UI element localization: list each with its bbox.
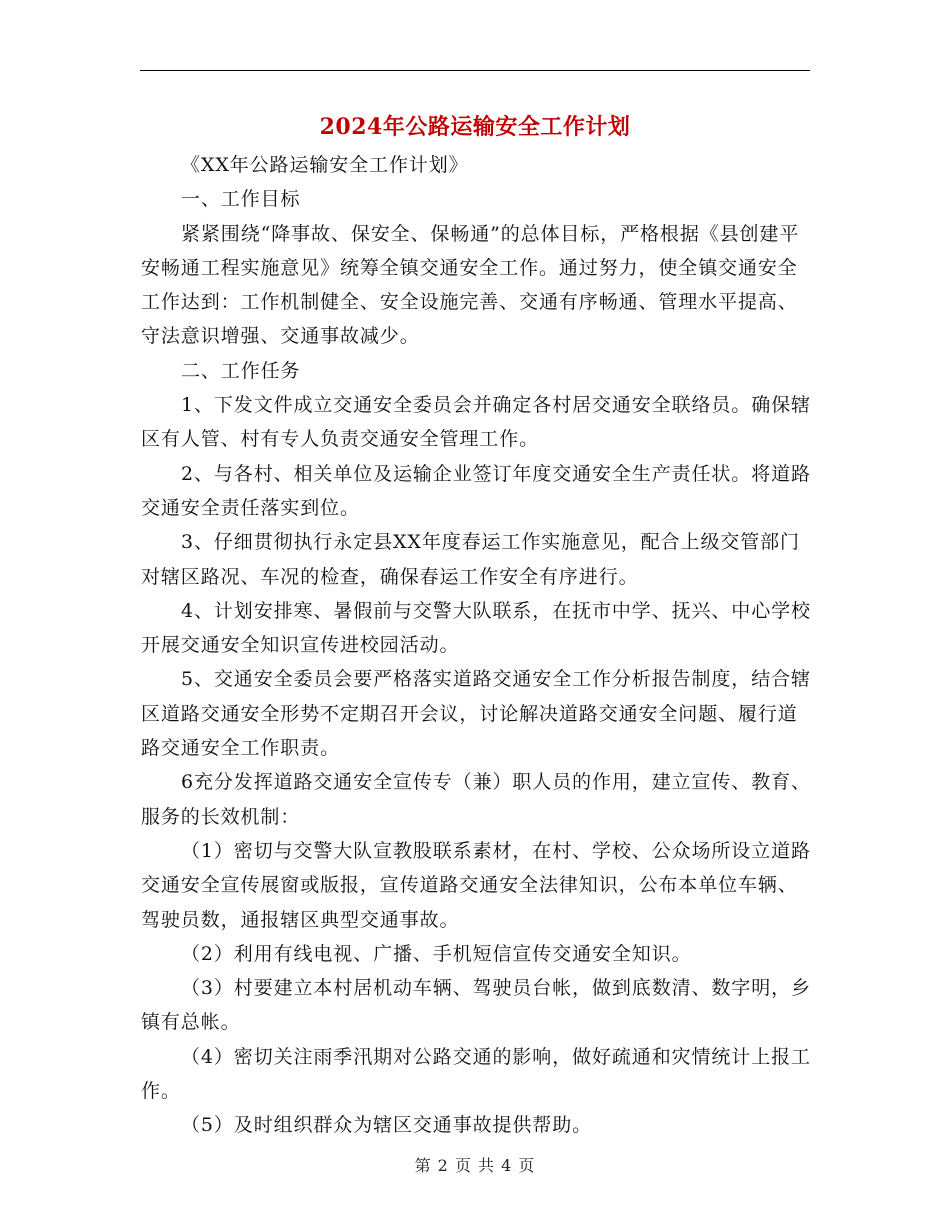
paragraph: 紧紧围绕“降事故、保安全、保畅通”的总体目标，严格根据《县创建平安畅通工程实施意见》统筹全镇交通安全工作。通过努力，使全镇交通安全工作达到：工作机制健全、安全设施完善、交通有序畅通、管理水平提高、守法意识增强、交通事故减少。 (141, 222, 800, 348)
paragraph: （2）利用有线电视、广播、手机短信宣传交通安全知识。 (181, 942, 692, 965)
paragraph: （4）密切关注雨季汛期对公路交通的影响，做好疏通和灾情统计上报工作。 (141, 1045, 811, 1103)
paragraph: 4、计划安排寒、暑假前与交警大队联系，在抚市中学、抚兴、中心学校开展交通安全知识宣传进校园活动。 (141, 599, 811, 657)
paragraph: （1）密切与交警大队宣教股联系素材，在村、学校、公众场所设立道路交通安全宣传展窗或版报，宣传道路交通安全法律知识，公布本单位车辆、驾驶员数，通报辖区典型交通事故。 (141, 839, 811, 931)
header-rule (140, 70, 810, 71)
document-body (141, 148, 811, 1143)
paragraph: 6充分发挥道路交通安全宣传专（兼）职人员的作用，建立宣传、教育、服务的长效机制： (141, 771, 811, 828)
paragraph: 《XX年公路运输安全工作计划》 (181, 154, 469, 176)
paragraph: （3）村要建立本村居机动车辆、驾驶员台帐，做到底数清、数字明，乡镇有总帐。 (141, 977, 811, 1034)
paragraph: 2、与各村、相关单位及运输企业签订年度交通安全生产责任状。将道路交通安全责任落实到位。 (141, 462, 811, 519)
page-footer: 第 2 页 共 4 页 (414, 1156, 536, 1175)
paragraph: 一、工作目标 (181, 188, 301, 211)
paragraph: 3、仔细贯彻执行永定县XX年度春运工作实施意见，配合上级交管部门对辖区路况、车况的检查，确保春运工作安全有序进行。 (141, 531, 800, 588)
paragraph: 5、交通安全委员会要严格落实道路交通安全工作分析报告制度，结合辖区道路交通安全形势不定期召开会议，讨论解决道路交通安全问题、履行道路交通安全工作职责。 (141, 668, 811, 760)
paragraph: （5）及时组织群众为辖区交通事故提供帮助。 (181, 1114, 592, 1137)
paragraph: 1、下发文件成立交通安全委员会并确定各村居交通安全联络员。确保辖区有人管、村有专人负责交通安全管理工作。 (141, 394, 811, 451)
document-title: 2024年公路运输安全工作计划 (319, 114, 631, 140)
paragraph: 二、工作任务 (181, 359, 301, 382)
